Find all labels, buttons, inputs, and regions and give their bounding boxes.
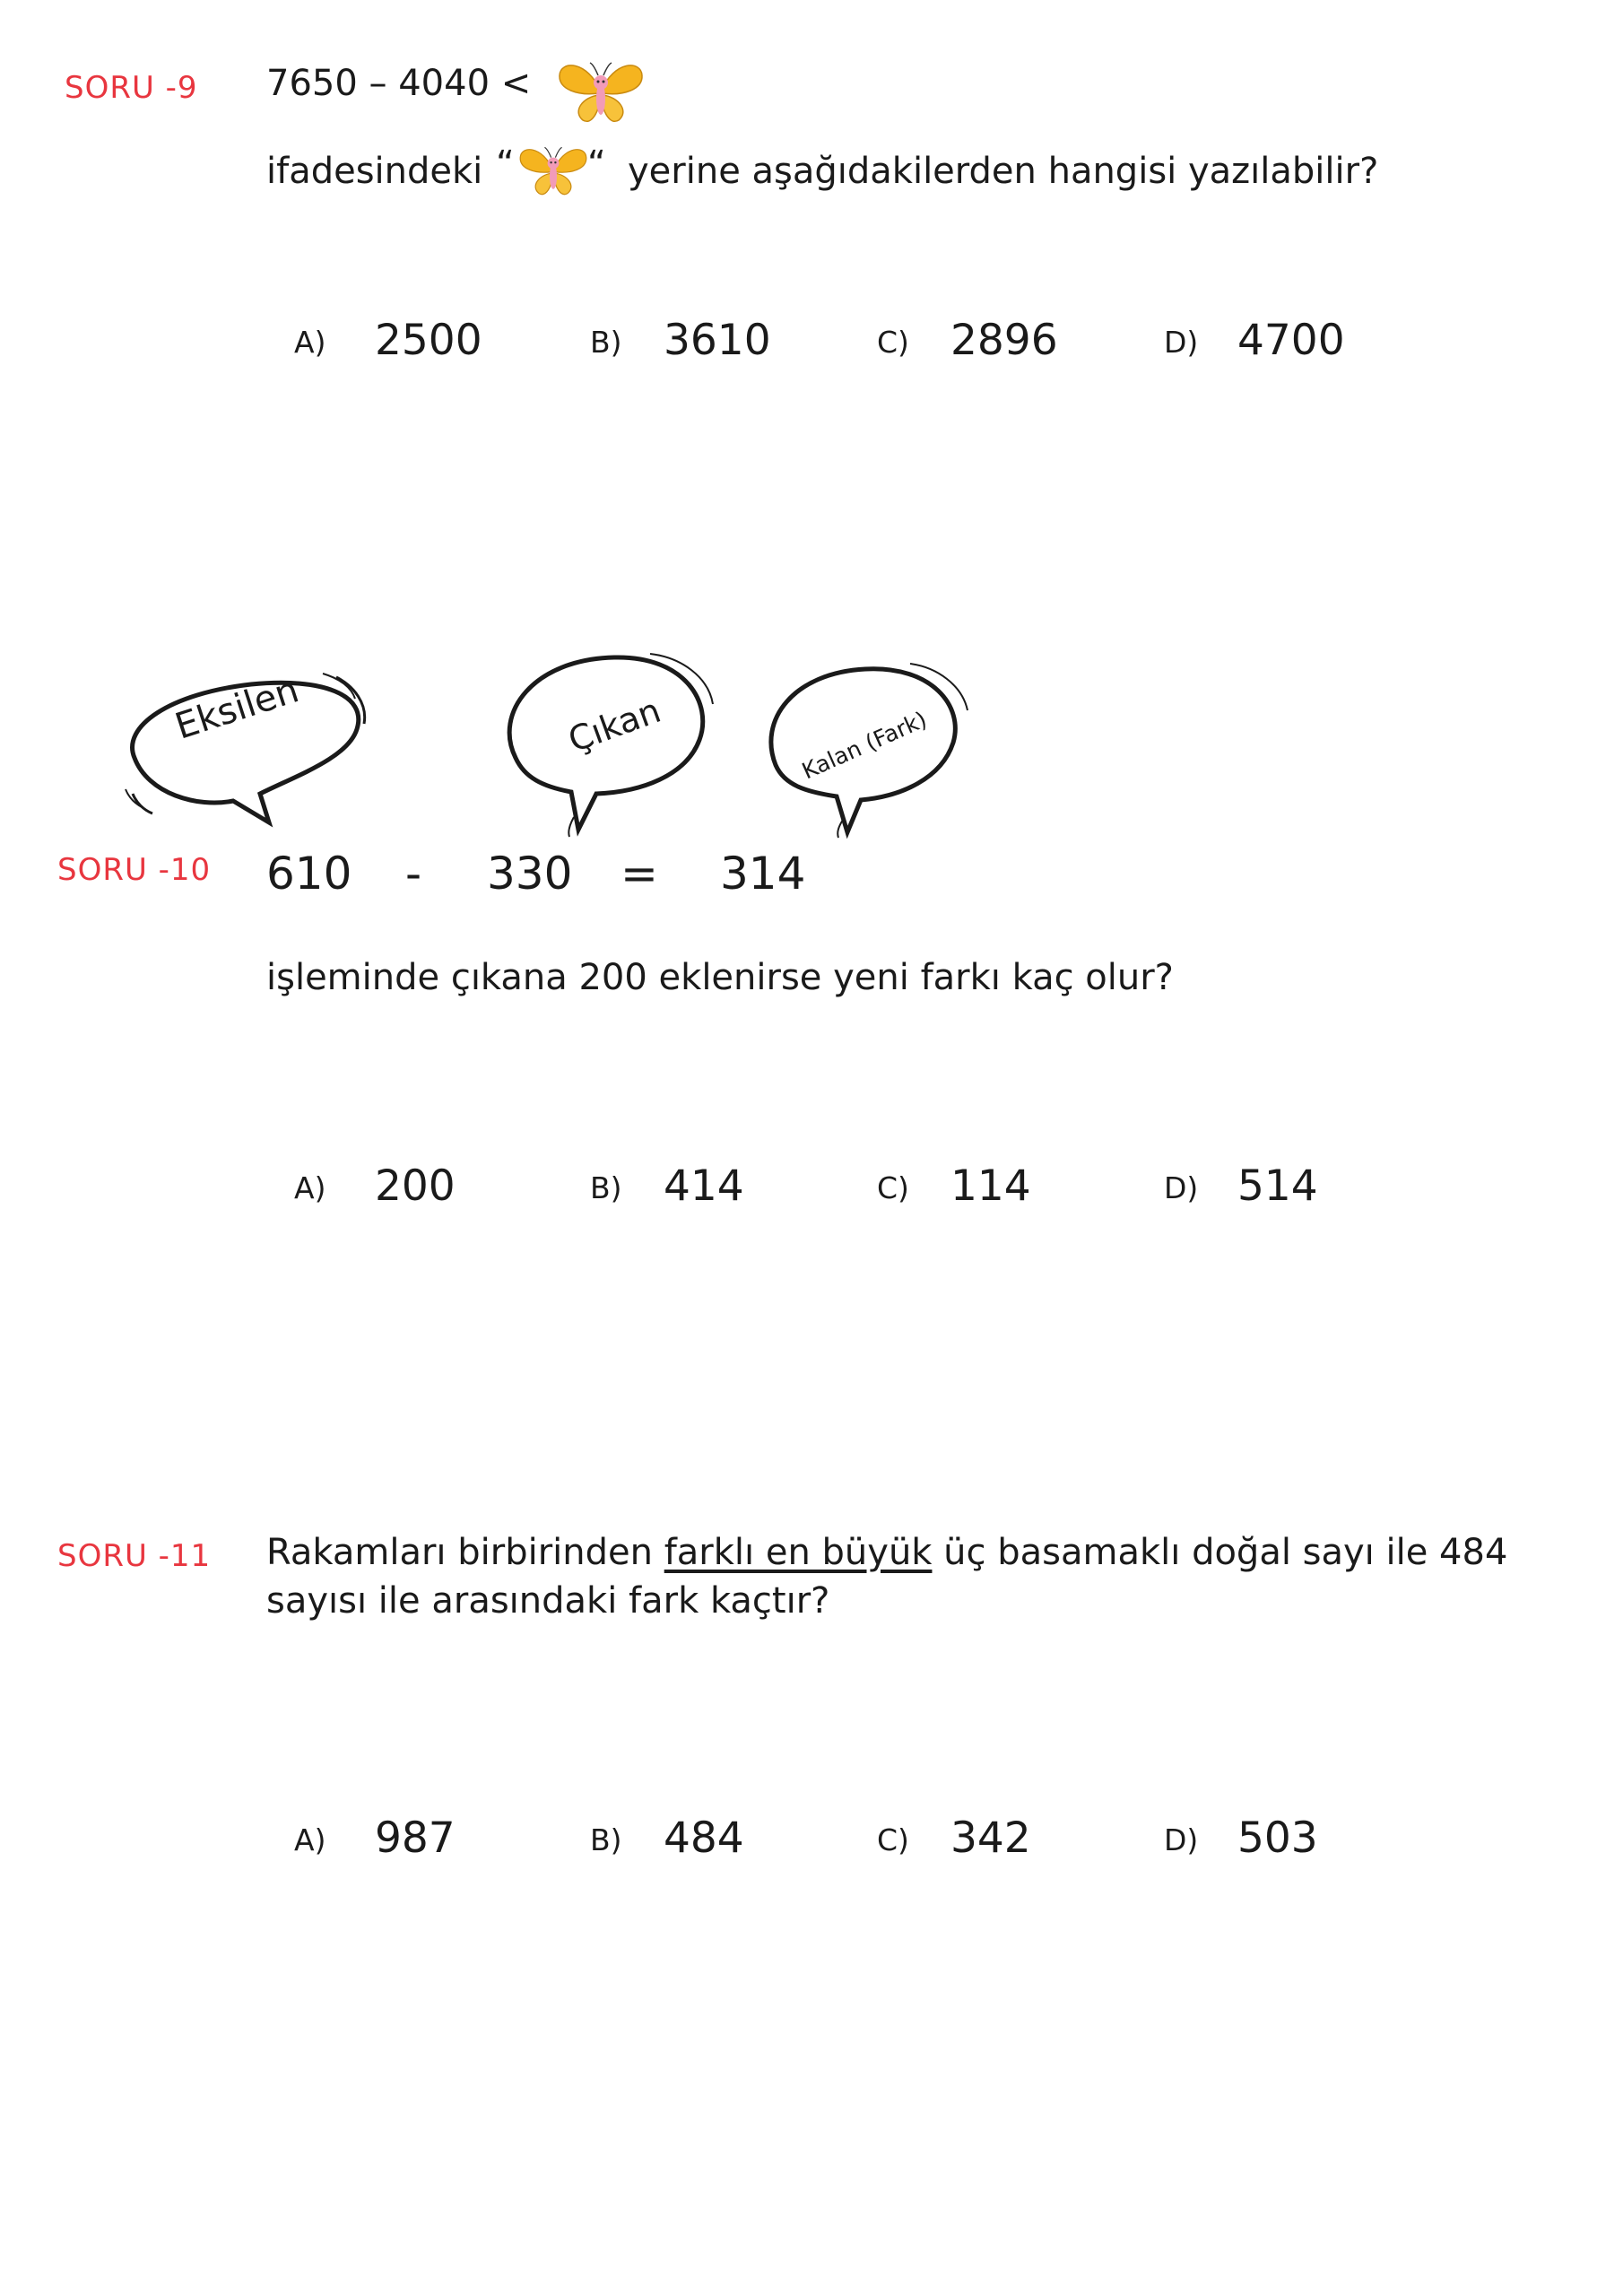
quote-close: “	[587, 144, 606, 185]
question-9-text-before: ifadesindeki	[266, 151, 483, 192]
option-d-letter: D)	[1164, 325, 1199, 360]
question-9-expression: 7650 – 4040 <	[266, 63, 532, 104]
equation-difference: 314	[720, 848, 806, 900]
option-b-value[interactable]: 414	[664, 1161, 744, 1211]
equation-subtrahend: 330	[487, 848, 573, 900]
equation-minus: -	[405, 848, 422, 900]
option-c-letter: C)	[877, 1170, 909, 1205]
option-b-value[interactable]: 3610	[664, 316, 771, 365]
option-b-letter: B)	[590, 1170, 622, 1205]
question-10-label: SORU -10	[57, 852, 212, 888]
option-d-value[interactable]: 503	[1237, 1813, 1318, 1863]
bubble-label-cikan: Çıkan	[563, 690, 666, 761]
question-11-line-1	[266, 1532, 1507, 1573]
question-11-text-b: üç basamaklı doğal sayı ile 484	[932, 1532, 1508, 1573]
option-a-letter: A)	[294, 325, 326, 360]
option-c-value[interactable]: 342	[950, 1813, 1031, 1863]
bubble-label-eksilen: Eksilen	[170, 669, 304, 748]
option-d-letter: D)	[1164, 1170, 1199, 1205]
question-10-text: işleminde çıkana 200 eklenirse yeni farkı kaç olur?	[266, 957, 1174, 998]
option-d-value[interactable]: 4700	[1237, 316, 1345, 365]
equation-equals: =	[621, 848, 658, 900]
option-d-value[interactable]: 514	[1237, 1161, 1318, 1211]
question-11-underlined: farklı en büyük	[664, 1532, 933, 1573]
bubble-label-kalan: Kalan (Fark)	[798, 706, 931, 785]
option-a-value[interactable]: 200	[375, 1161, 456, 1211]
question-11-text-a: Rakamları birbirinden	[266, 1532, 664, 1573]
option-a-value[interactable]: 987	[375, 1813, 456, 1863]
question-9-text-after: yerine aşağıdakilerden hangisi yazılabilir?	[628, 151, 1379, 192]
option-a-letter: A)	[294, 1822, 326, 1857]
option-b-value[interactable]: 484	[664, 1813, 744, 1863]
butterfly-icon	[556, 56, 646, 127]
option-c-value[interactable]: 114	[950, 1161, 1031, 1211]
option-b-letter: B)	[590, 1822, 622, 1857]
quote-open: “	[496, 144, 515, 185]
equation-minuend: 610	[266, 848, 352, 900]
option-d-letter: D)	[1164, 1822, 1199, 1857]
option-c-letter: C)	[877, 1822, 909, 1857]
option-c-letter: C)	[877, 325, 909, 360]
question-9-label: SORU -9	[65, 70, 198, 106]
question-11-line-2: sayısı ile arasındaki fark kaçtır?	[266, 1580, 830, 1622]
question-11-label: SORU -11	[57, 1538, 212, 1574]
option-a-value[interactable]: 2500	[375, 316, 482, 365]
option-b-letter: B)	[590, 325, 622, 360]
option-a-letter: A)	[294, 1170, 326, 1205]
option-c-value[interactable]: 2896	[950, 316, 1058, 365]
butterfly-icon	[513, 142, 594, 199]
